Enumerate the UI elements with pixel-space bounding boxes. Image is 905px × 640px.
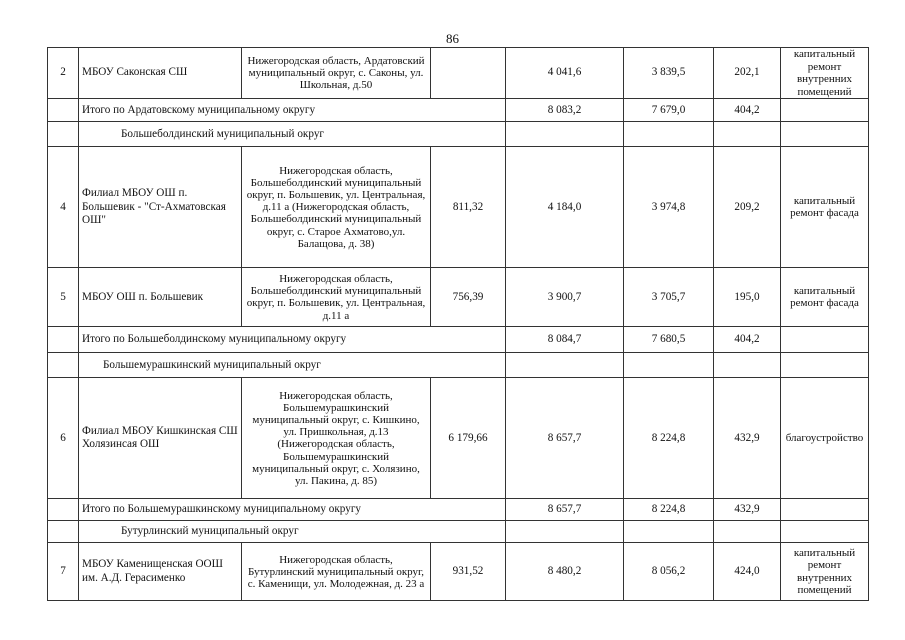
row-number: 4 — [48, 147, 79, 268]
regional-value: 209,2 — [714, 147, 781, 268]
district-heading: Большеболдинский муниципальный округ — [79, 122, 506, 147]
table-row — [48, 147, 869, 268]
district-heading: Большемурашкинский муниципальный округ — [79, 353, 506, 378]
subtotal-label: Итого по Большеболдинскому муниципальному округу — [79, 327, 506, 353]
school-address: Нижегородская область, Бутурлинский муниципальный округ, с. Каменищи, ул. Молодежная, д. 23 а — [242, 543, 431, 601]
row-number: 7 — [48, 543, 79, 601]
schools-repair-table — [47, 47, 869, 601]
subtotal-regional: 432,9 — [714, 499, 781, 521]
subtotal-row — [48, 327, 869, 353]
subtotal-label: Итого по Большемурашкинскому муниципальному округу — [79, 499, 506, 521]
regional-value: 432,9 — [714, 378, 781, 499]
work-type: капитальный ремонт фасада — [781, 268, 869, 327]
row-number: 2 — [48, 48, 79, 99]
district-heading: Бутурлинский муниципальный округ — [79, 521, 506, 543]
federal-value: 8 224,8 — [624, 378, 714, 499]
school-address: Нижегородская область, Большемурашкинский муниципальный округ, с. Кишкино, ул. Пришкольная, д.13 (Нижегородская область, Большемурашкинский муниципальный округ, с. Холязино, ул. Пакина, д. 85) — [242, 378, 431, 499]
school-address: Нижегородская область, Ардатовский муниципальный округ, с. Саконы, ул. Школьная, д.50 — [242, 48, 431, 99]
school-name: Филиал МБОУ ОШ п. Большевик - "Ст-Ахматовская ОШ" — [79, 147, 242, 268]
subtotal-row — [48, 499, 869, 521]
table-row — [48, 378, 869, 499]
row-number: 5 — [48, 268, 79, 327]
subtotal-regional: 404,2 — [714, 327, 781, 353]
work-type: капитальный ремонт внутренних помещений — [781, 543, 869, 601]
federal-value: 3 705,7 — [624, 268, 714, 327]
district-row — [48, 122, 869, 147]
work-type: капитальный ремонт фасада — [781, 147, 869, 268]
area-value — [431, 48, 506, 99]
work-type: капитальный ремонт внутренних помещений — [781, 48, 869, 99]
total-value: 3 900,7 — [506, 268, 624, 327]
table-row — [48, 268, 869, 327]
subtotal-row — [48, 99, 869, 122]
subtotal-federal: 7 680,5 — [624, 327, 714, 353]
district-row — [48, 521, 869, 543]
federal-value: 3 839,5 — [624, 48, 714, 99]
school-name: МБОУ Саконская СШ — [79, 48, 242, 99]
regional-value: 424,0 — [714, 543, 781, 601]
total-value: 4 184,0 — [506, 147, 624, 268]
total-value: 8 657,7 — [506, 378, 624, 499]
federal-value: 8 056,2 — [624, 543, 714, 601]
table-row — [48, 543, 869, 601]
total-value: 8 480,2 — [506, 543, 624, 601]
subtotal-total: 8 657,7 — [506, 499, 624, 521]
area-value: 811,32 — [431, 147, 506, 268]
total-value: 4 041,6 — [506, 48, 624, 99]
school-name: МБОУ Каменищенская ООШ им. А.Д. Герасименко — [79, 543, 242, 601]
row-number: 6 — [48, 378, 79, 499]
subtotal-regional: 404,2 — [714, 99, 781, 122]
subtotal-label: Итого по Ардатовскому муниципальному округу — [79, 99, 506, 122]
subtotal-total: 8 083,2 — [506, 99, 624, 122]
area-value: 6 179,66 — [431, 378, 506, 499]
subtotal-federal: 7 679,0 — [624, 99, 714, 122]
subtotal-total: 8 084,7 — [506, 327, 624, 353]
district-row — [48, 353, 869, 378]
school-address: Нижегородская область, Большеболдинский муниципальный округ, п. Большевик, ул. Центральная, д.11 а (Нижегородская область, Большеболдинский муниципальный округ, с. Старое Ахматово,ул. Балащова, д. 38) — [242, 147, 431, 268]
school-name: Филиал МБОУ Кишкинская СШ Холязинсая ОШ — [79, 378, 242, 499]
regional-value: 202,1 — [714, 48, 781, 99]
page-number: 86 — [446, 31, 459, 46]
work-type: благоустройство — [781, 378, 869, 499]
subtotal-federal: 8 224,8 — [624, 499, 714, 521]
regional-value: 195,0 — [714, 268, 781, 327]
school-address: Нижегородская область, Большеболдинский муниципальный округ, п. Большевик, ул. Центральная, д.11 а — [242, 268, 431, 327]
table-row — [48, 48, 869, 99]
area-value: 931,52 — [431, 543, 506, 601]
area-value: 756,39 — [431, 268, 506, 327]
school-name: МБОУ ОШ п. Большевик — [79, 268, 242, 327]
federal-value: 3 974,8 — [624, 147, 714, 268]
